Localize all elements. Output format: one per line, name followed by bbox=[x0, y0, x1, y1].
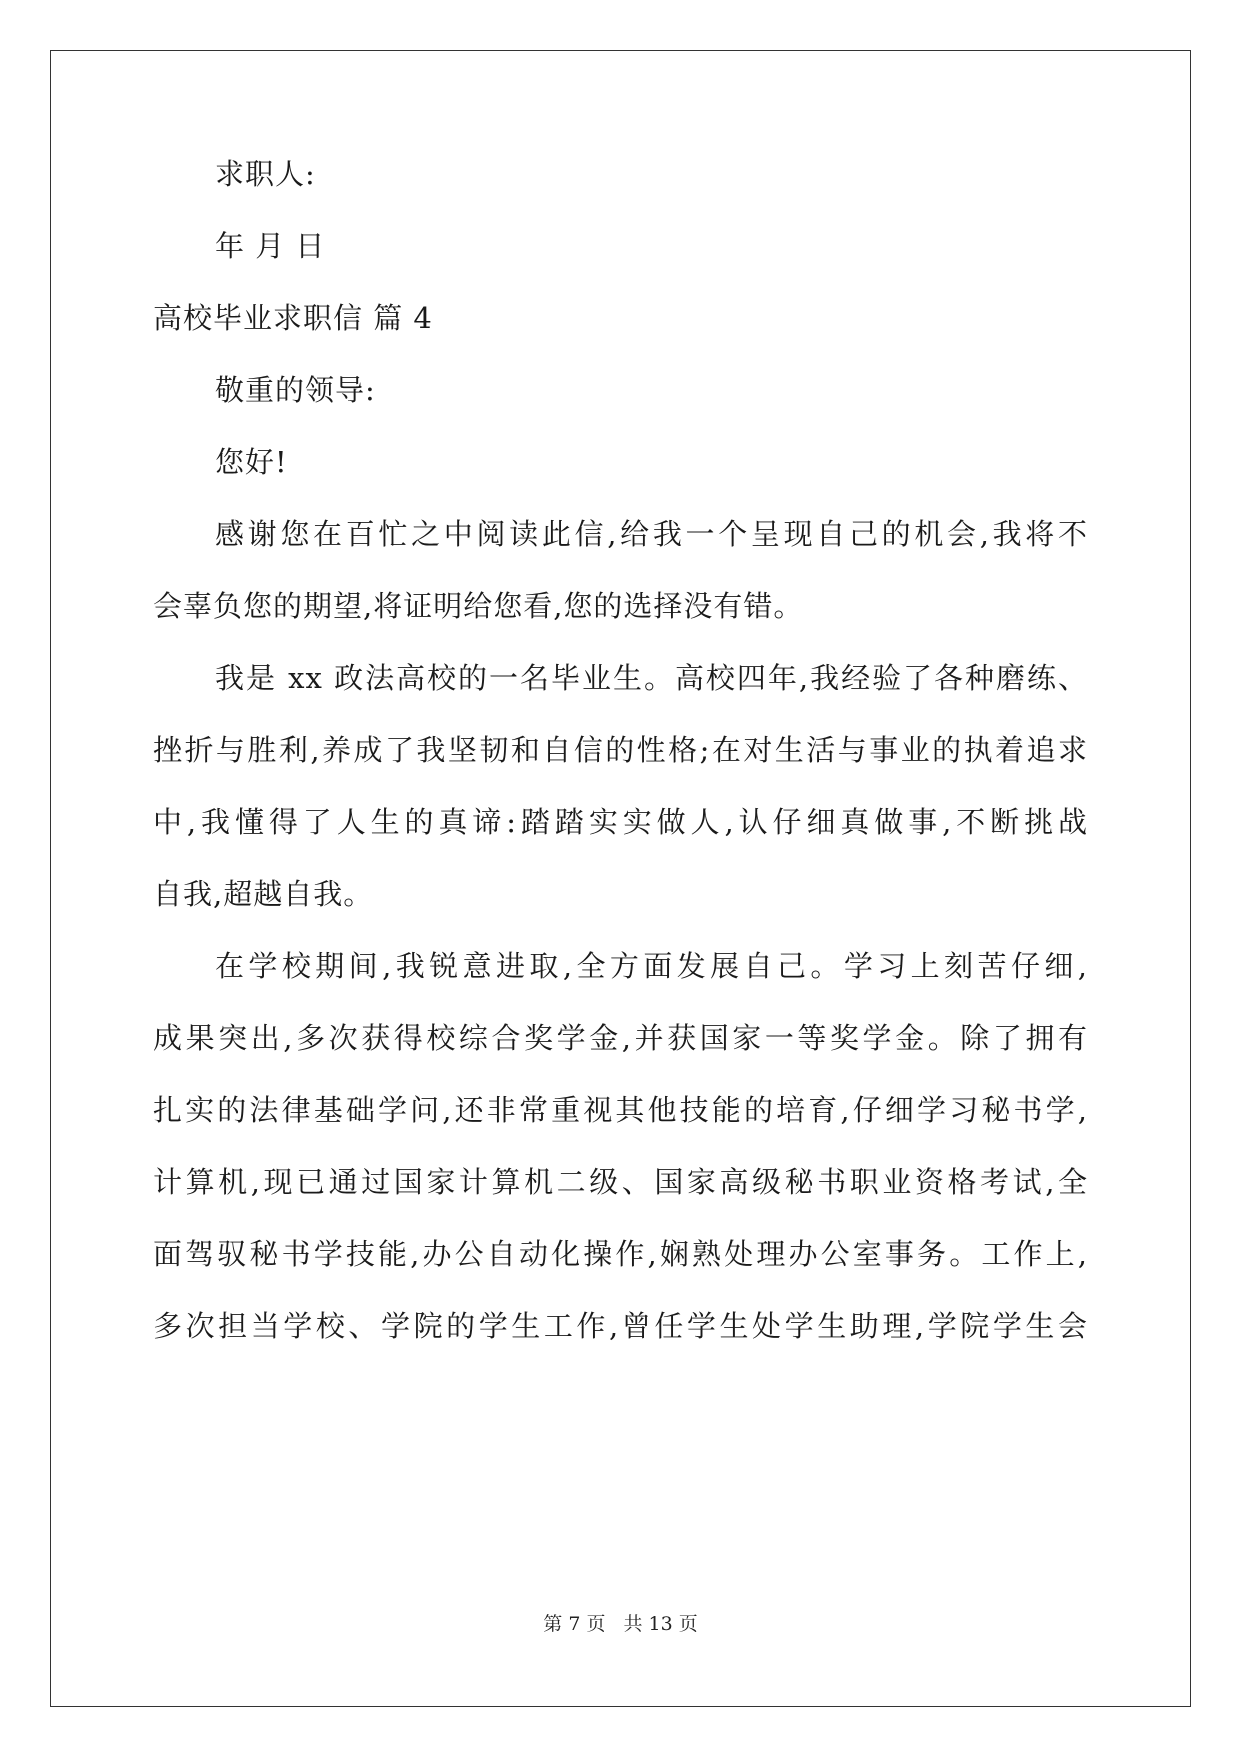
paragraph-line: 自我,超越自我。 bbox=[153, 877, 374, 911]
paragraph-line: 扎实的法律基础学问,还非常重视其他技能的培育,仔细学习秘书学, bbox=[153, 1093, 1088, 1127]
date-line: 年 月 日 bbox=[215, 229, 326, 263]
paragraph-line: 挫折与胜利,养成了我坚韧和自信的性格;在对生活与事业的执着追求 bbox=[153, 733, 1088, 767]
paragraph-line: 面驾驭秘书学技能,办公自动化操作,娴熟处理办公室事务。工作上, bbox=[153, 1237, 1088, 1271]
page-number: 第 7 页 bbox=[543, 1613, 606, 1635]
paragraph-line: 感谢您在百忙之中阅读此信,给我一个呈现自己的机会,我将不 bbox=[215, 517, 1088, 551]
greeting: 您好! bbox=[215, 445, 288, 479]
paragraph-line: 中,我懂得了人生的真谛:踏踏实实做人,认仔细真做事,不断挑战 bbox=[153, 805, 1088, 839]
salutation: 敬重的领导: bbox=[215, 373, 376, 407]
paragraph-line: 成果突出,多次获得校综合奖学金,并获国家一等奖学金。除了拥有 bbox=[153, 1021, 1088, 1055]
paragraph-line: 会辜负您的期望,将证明给您看,您的选择没有错。 bbox=[153, 589, 804, 623]
page-total: 共 13 页 bbox=[623, 1613, 698, 1635]
paragraph-line: 多次担当学校、学院的学生工作,曾任学生处学生助理,学院学生会 bbox=[153, 1309, 1088, 1343]
paragraph-line: 在学校期间,我锐意进取,全方面发展自己。学习上刻苦仔细, bbox=[215, 949, 1088, 983]
signature-label: 求职人: bbox=[215, 157, 316, 191]
paragraph-line: 我是 xx 政法高校的一名毕业生。高校四年,我经验了各种磨练、 bbox=[215, 661, 1088, 695]
section-heading: 高校毕业求职信 篇 4 bbox=[153, 301, 433, 335]
page-footer bbox=[0, 1612, 1241, 1636]
paragraph-line: 计算机,现已通过国家计算机二级、国家高级秘书职业资格考试,全 bbox=[153, 1165, 1088, 1199]
